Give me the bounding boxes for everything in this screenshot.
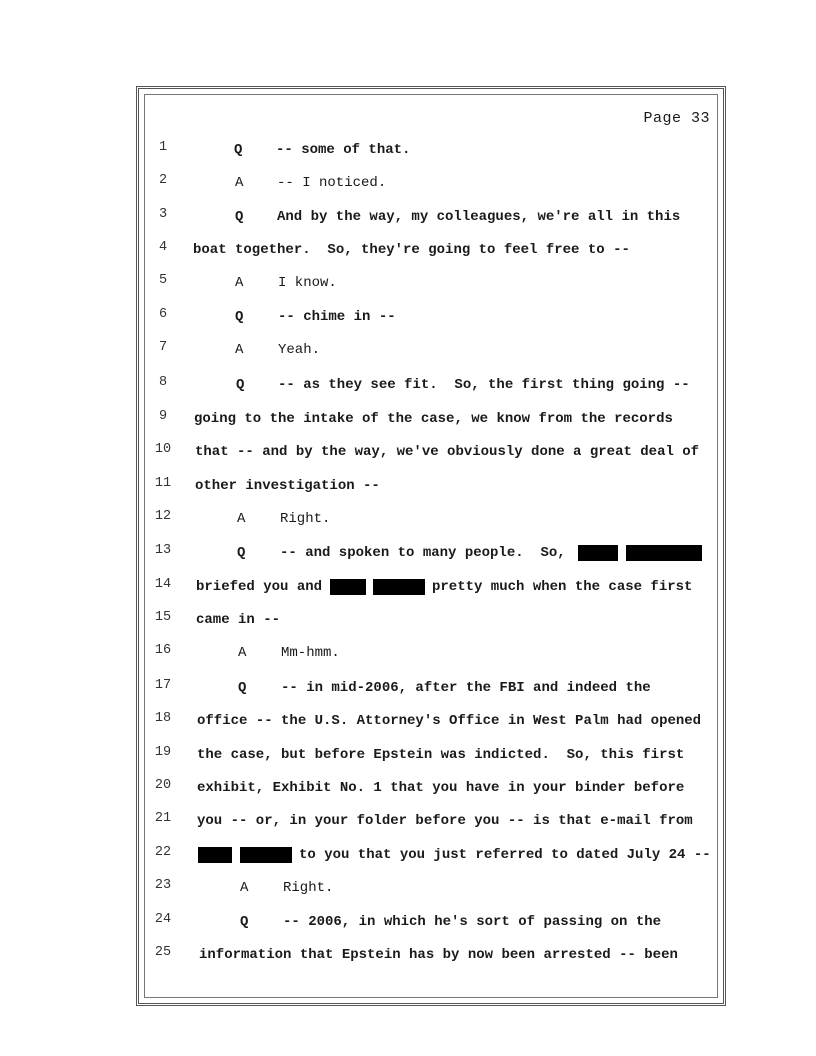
transcript-line xyxy=(0,305,816,335)
line-text: Yeah. xyxy=(278,342,321,358)
line-text: Right. xyxy=(283,880,334,896)
transcript-line xyxy=(0,541,816,571)
transcript-line xyxy=(0,205,816,235)
line-text: the case, but before Epstein was indicted. So, this first xyxy=(197,747,685,763)
transcript-line xyxy=(0,709,816,739)
speaker-label: A xyxy=(238,645,247,661)
line-number: 7 xyxy=(158,340,168,355)
line-text: I know. xyxy=(278,275,337,291)
line-number: 15 xyxy=(154,610,172,625)
line-text: pretty much when the case first xyxy=(432,579,693,595)
speaker-label: A xyxy=(235,275,244,291)
redaction-block xyxy=(198,847,232,863)
line-text: And by the way, my colleagues, we're all in this xyxy=(277,209,681,225)
line-number: 5 xyxy=(158,273,168,288)
transcript-line xyxy=(0,676,816,706)
line-text: -- I noticed. xyxy=(277,175,387,191)
line-text: -- as they see fit. So, the first thing going -- xyxy=(278,377,690,393)
line-number: 1 xyxy=(158,140,168,155)
line-number: 20 xyxy=(154,778,172,793)
line-text: office -- the U.S. Attorney's Office in West Palm had opened xyxy=(197,713,702,729)
transcript-line xyxy=(0,943,816,973)
speaker-label: Q xyxy=(237,545,246,561)
line-text: Mm-hmm. xyxy=(281,645,340,661)
line-text: information that Epstein has by now been arrested -- been xyxy=(199,947,678,963)
transcript-line xyxy=(0,809,816,839)
transcript-line xyxy=(0,507,816,537)
transcript-line xyxy=(0,271,816,301)
transcript-line xyxy=(0,910,816,940)
redaction-block xyxy=(240,847,292,863)
line-text: Right. xyxy=(280,511,331,527)
redaction-block xyxy=(626,545,702,561)
line-number: 18 xyxy=(154,711,172,726)
redaction-block xyxy=(578,545,618,561)
speaker-label: Q xyxy=(240,914,249,930)
line-number: 17 xyxy=(154,678,172,693)
transcript-line xyxy=(0,474,816,504)
line-number: 12 xyxy=(154,509,172,524)
transcript-line xyxy=(0,171,816,201)
line-number: 21 xyxy=(154,811,172,826)
line-number: 14 xyxy=(154,577,172,592)
line-number: 13 xyxy=(154,543,172,558)
line-number: 3 xyxy=(158,207,168,222)
transcript-line xyxy=(0,440,816,470)
line-number: 19 xyxy=(154,745,172,760)
line-number: 9 xyxy=(158,409,168,424)
transcript-line xyxy=(0,876,816,906)
line-text: that -- and by the way, we've obviously done a great deal of xyxy=(195,444,700,460)
line-number: 24 xyxy=(154,912,172,927)
line-text: other investigation -- xyxy=(195,478,380,494)
speaker-label: A xyxy=(235,175,244,191)
speaker-label: A xyxy=(237,511,246,527)
speaker-label: A xyxy=(240,880,249,896)
page-number: Page 33 xyxy=(643,110,710,127)
line-number: 6 xyxy=(158,307,168,322)
speaker-label: Q xyxy=(234,142,243,158)
line-number: 23 xyxy=(154,878,172,893)
line-number: 22 xyxy=(154,845,172,860)
line-text: going to the intake of the case, we know from the records xyxy=(194,411,673,427)
line-text: came in -- xyxy=(196,612,281,628)
transcript-line xyxy=(0,641,816,671)
transcript-line xyxy=(0,608,816,638)
transcript-line xyxy=(0,238,816,268)
speaker-label: Q xyxy=(236,377,245,393)
speaker-label: A xyxy=(235,342,244,358)
redaction-block xyxy=(330,579,366,595)
transcript-line xyxy=(0,373,816,403)
line-number: 16 xyxy=(154,643,172,658)
line-text: -- some of that. xyxy=(276,142,411,158)
line-text: -- in mid-2006, after the FBI and indeed the xyxy=(281,680,651,696)
speaker-label: Q xyxy=(238,680,247,696)
line-text: -- chime in -- xyxy=(278,309,396,325)
line-number: 25 xyxy=(154,945,172,960)
transcript-line xyxy=(0,743,816,773)
line-number: 8 xyxy=(158,375,168,390)
line-text: -- and spoken to many people. So, xyxy=(280,545,566,561)
line-text: exhibit, Exhibit No. 1 that you have in your binder before xyxy=(197,780,685,796)
transcript-line xyxy=(0,338,816,368)
line-text: briefed you and xyxy=(196,579,323,595)
line-number: 4 xyxy=(158,240,168,255)
speaker-label: Q xyxy=(235,209,244,225)
line-number: 2 xyxy=(158,173,168,188)
transcript-line xyxy=(0,575,816,605)
transcript-line xyxy=(0,407,816,437)
redaction-block xyxy=(373,579,425,595)
transcript-line xyxy=(0,138,816,168)
transcript-line xyxy=(0,843,816,873)
line-text: boat together. So, they're going to feel free to -- xyxy=(193,242,630,258)
line-number: 10 xyxy=(154,442,172,457)
line-text: to you that you just referred to dated July 24 -- xyxy=(299,847,711,863)
transcript-line xyxy=(0,776,816,806)
speaker-label: Q xyxy=(235,309,244,325)
line-text: you -- or, in your folder before you -- is that e-mail from xyxy=(197,813,693,829)
line-text: -- 2006, in which he's sort of passing on the xyxy=(283,914,662,930)
line-number: 11 xyxy=(154,476,172,491)
